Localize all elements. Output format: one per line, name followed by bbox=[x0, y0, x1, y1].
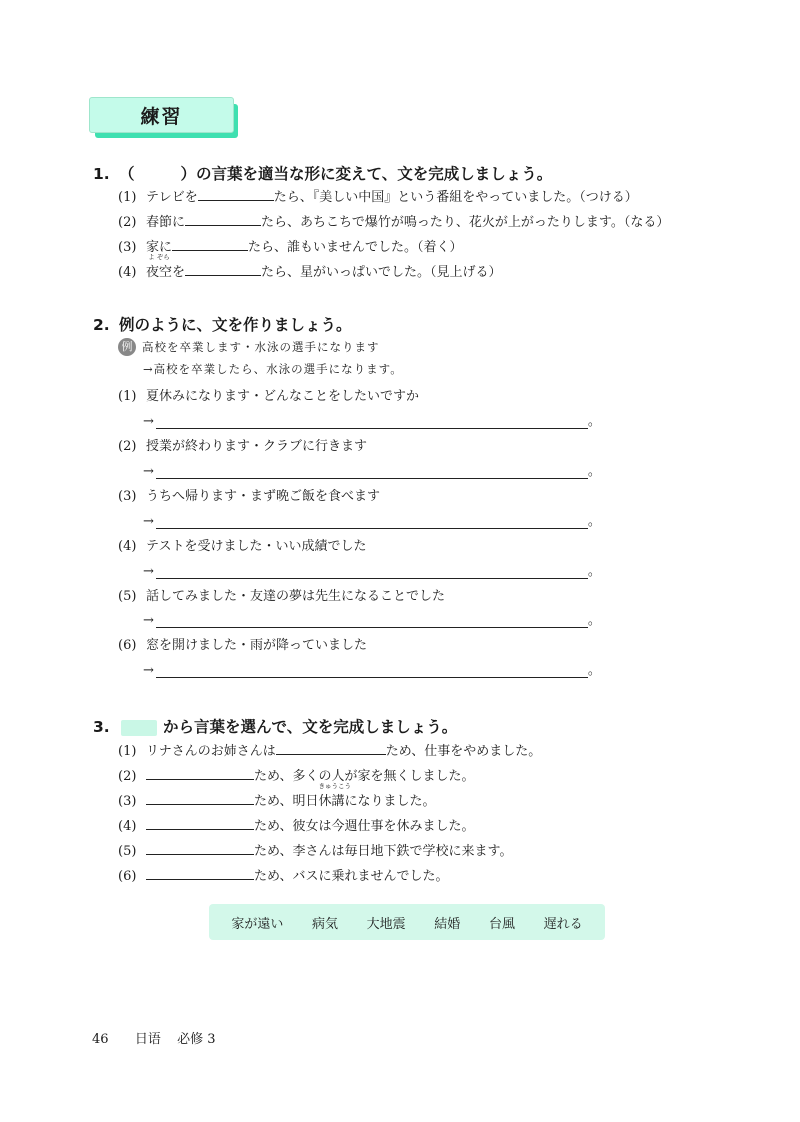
answer-blank[interactable] bbox=[146, 841, 254, 855]
section3-item: (4) ため、彼女は今週仕事を休みました。 bbox=[118, 815, 474, 834]
page-title: 練習 bbox=[89, 97, 234, 133]
word-bank-item: 家が遠い bbox=[231, 916, 284, 932]
arrow: → bbox=[143, 663, 154, 678]
section2-number: 2. bbox=[93, 316, 110, 334]
word-bank-item: 台風 bbox=[488, 916, 515, 932]
section1-item: (2) 春節に たら、あちこちで爆竹が鳴ったり、花火が上がったりします。（なる） bbox=[118, 211, 669, 230]
section1-heading bbox=[93, 162, 552, 184]
answer-line[interactable] bbox=[156, 564, 588, 579]
section3-instruction: から言葉を選んで、文を完成しましょう。 bbox=[163, 718, 458, 736]
answer-blank[interactable] bbox=[146, 791, 254, 805]
section1-item: (4) よ ぞら 夜空を たら、星がいっぱいでした。（見上げる） bbox=[118, 253, 502, 280]
arrow: → bbox=[143, 564, 154, 579]
answer-row: → 。 bbox=[143, 564, 601, 579]
book-title: 日语 bbox=[134, 1032, 161, 1047]
answer-line[interactable] bbox=[156, 613, 588, 628]
answer-line[interactable] bbox=[156, 464, 588, 479]
book-volume: 必修 3 bbox=[177, 1032, 216, 1047]
word-bank-item: 遅れる bbox=[543, 916, 583, 932]
answer-line[interactable] bbox=[156, 414, 588, 429]
answer-line[interactable] bbox=[156, 514, 588, 529]
answer-blank[interactable] bbox=[276, 741, 386, 755]
answer-blank[interactable] bbox=[185, 262, 261, 276]
word-bank-item: 結婚 bbox=[434, 916, 461, 932]
section2-item: (3) うちへ帰ります・まず晩ご飯を食べます bbox=[118, 489, 381, 504]
section3-item: (5) ため、李さんは毎日地下鉄で学校に来ます。 bbox=[118, 840, 512, 859]
section2-instruction: 例のように、文を作りましょう。 bbox=[119, 316, 352, 334]
page-number: 46 bbox=[92, 1032, 109, 1047]
page-footer bbox=[92, 1028, 216, 1047]
section2-item: (2) 授業が終わります・クラブに行きます bbox=[118, 439, 368, 454]
section3-item: (1) リナさんのお姉さんは ため、仕事をやめました。 bbox=[118, 740, 541, 759]
arrow: → bbox=[143, 514, 154, 529]
section2-item: (6) 窓を開けました・雨が降っていました bbox=[118, 638, 368, 653]
ruby-word: よ ぞら 夜空 bbox=[146, 253, 173, 280]
section3-item: (6) ため、バスに乗れませんでした。 bbox=[118, 865, 448, 884]
answer-blank[interactable] bbox=[146, 816, 254, 830]
section1-open-paren: （ bbox=[119, 165, 135, 183]
section1-item: (1) テレビを たら、『美しい中国』という番組をやっていました。（つける） bbox=[118, 186, 638, 205]
word-bank-item: 病気 bbox=[311, 916, 338, 932]
word-bank-swatch bbox=[121, 720, 157, 736]
section1-number: 1. bbox=[93, 165, 110, 183]
section1-instruction: ）の言葉を適当な形に変えて、文を完成しましょう。 bbox=[180, 165, 553, 183]
example-answer: →高校を卒業したら、水泳の選手になります。 bbox=[143, 362, 403, 376]
answer-row: → 。 bbox=[143, 414, 601, 429]
section2-item: (4) テストを受けました・いい成績でした bbox=[118, 539, 367, 554]
answer-blank[interactable] bbox=[198, 187, 274, 201]
ruby-word: きゅうこう 休講 bbox=[318, 782, 351, 809]
answer-row: → 。 bbox=[143, 613, 601, 628]
answer-row: → 。 bbox=[143, 514, 601, 529]
answer-row: → 。 bbox=[143, 464, 601, 479]
arrow: → bbox=[143, 464, 154, 479]
arrow: → bbox=[143, 414, 154, 429]
answer-line[interactable] bbox=[156, 663, 588, 678]
example-badge: 例 bbox=[118, 338, 136, 356]
answer-blank[interactable] bbox=[146, 866, 254, 880]
section2-item: (5) 話してみました・友達の夢は先生になることでした bbox=[118, 589, 446, 604]
section2-heading bbox=[93, 313, 352, 335]
example-block bbox=[118, 336, 380, 356]
word-bank-item: 大地震 bbox=[366, 916, 406, 932]
section3-item: (3) ため、明日 きゅうこう 休講になりました。 bbox=[118, 782, 436, 809]
answer-blank[interactable] bbox=[172, 237, 248, 251]
arrow: → bbox=[143, 613, 154, 628]
section3-number: 3. bbox=[93, 718, 110, 736]
word-bank bbox=[209, 904, 605, 940]
section1-item: (3) 家に たら、誰もいませんでした。（着く） bbox=[118, 236, 463, 255]
section2-item: (1) 夏休みになります・どんなことをしたいですか bbox=[118, 389, 420, 404]
answer-row: → 。 bbox=[143, 663, 601, 678]
example-prompt: 高校を卒業します・水泳の選手になります bbox=[142, 340, 380, 354]
answer-blank[interactable] bbox=[185, 212, 261, 226]
section3-item: (2) ため、多くの人が家を無くしました。 bbox=[118, 765, 474, 784]
section3-heading bbox=[93, 715, 457, 737]
answer-blank[interactable] bbox=[146, 766, 254, 780]
